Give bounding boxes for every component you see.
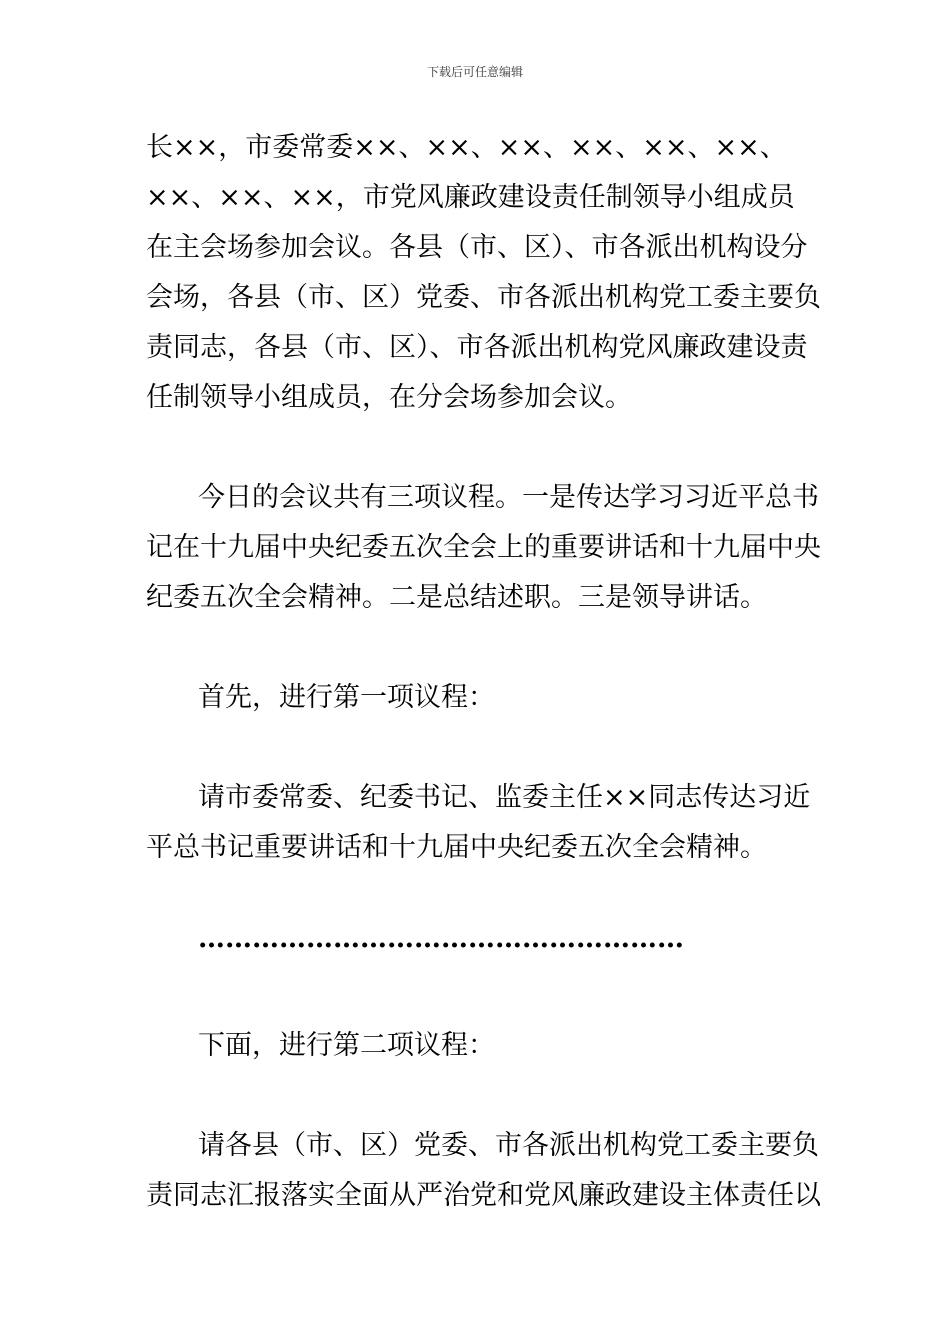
paragraph-4-line-1: 请市委常委、纪委书记、监委主任××同志传达习近 [198, 782, 811, 813]
paragraph-6-line-2: 责同志汇报落实全面从严治党和党风廉政建设主体责任以 [146, 1180, 821, 1211]
paragraph-1-line-1: 长××，市委常委××、××、××、××、××、××、 [146, 132, 787, 163]
paragraph-1-line-4: 会场，各县（市、区）党委、市各派出机构党工委主要负 [146, 282, 821, 313]
paragraph-1-line-3: 在主会场参加会议。各县（市、区）、市各派出机构设分 [146, 232, 808, 263]
paragraph-2-line-1: 今日的会议共有三项议程。一是传达学习习近平总书 [198, 482, 819, 513]
paragraph-3-line-1: 首先，进行第一项议程： [198, 682, 495, 713]
paragraph-1-line-6: 任制领导小组成员，在分会场参加会议。 [146, 382, 632, 413]
paragraph-2-line-3: 纪委五次全会精神。二是总结述职。三是领导讲话。 [146, 582, 767, 613]
paragraph-2-line-2: 记在十九届中央纪委五次全会上的重要讲话和十九届中央 [146, 532, 821, 563]
paragraph-1-line-5: 责同志，各县（市、区）、市各派出机构党风廉政建设责 [146, 332, 808, 363]
ellipsis-separator: ……………………………………………… [198, 923, 684, 954]
paragraph-5-line-1: 下面，进行第二项议程： [198, 1030, 495, 1061]
page-header: 下载后可任意编辑 [426, 65, 523, 79]
paragraph-1-line-2: ××、××、××，市党风廉政建设责任制领导小组成员 [146, 182, 795, 213]
paragraph-4-line-2: 平总书记重要讲话和十九届中央纪委五次全会精神。 [146, 832, 767, 863]
paragraph-6-line-1: 请各县（市、区）党委、市各派出机构党工委主要负 [198, 1130, 819, 1161]
